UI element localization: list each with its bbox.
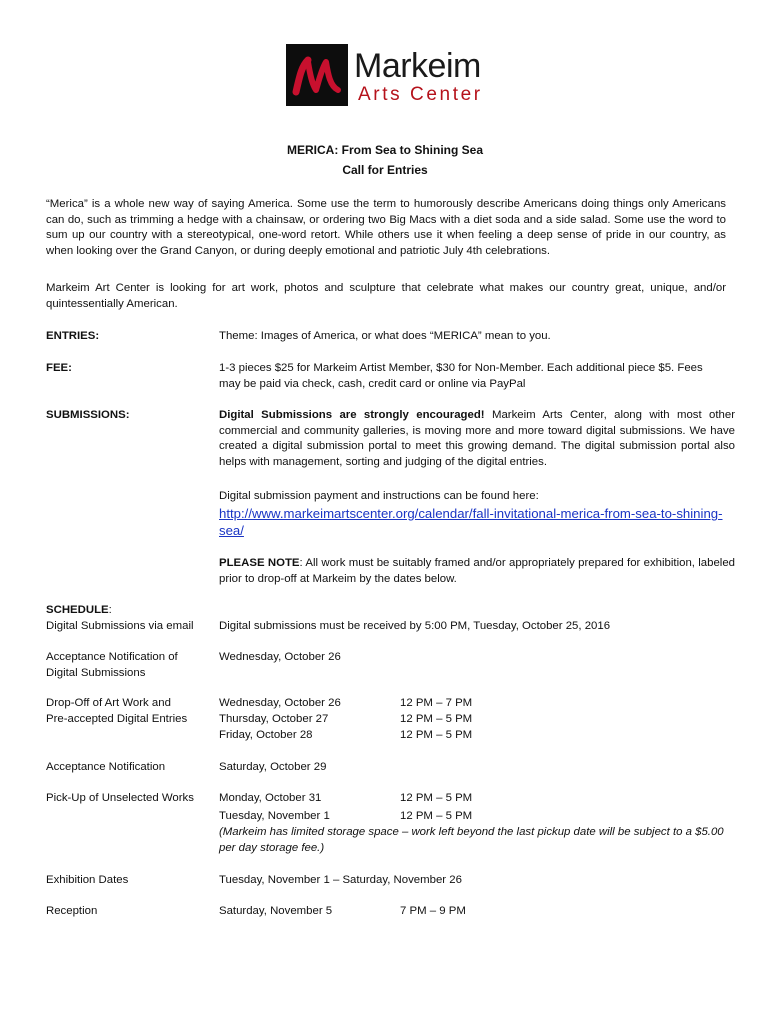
logo-subtitle: Arts Center: [358, 84, 483, 105]
intro-paragraph: “Merica” is a whole new way of saying America. Some use the term to humorously describe Americans doing things only Americans can do, such as trimming a hedge with a chainsaw, or ordering two Big Macs with a diet soda and a side salad. Some use the word to sum up our country with a stereotypical, one-word retort. While others use it when feeling a deep sense of pride in our country, as when looking over the Grand Canyon, or during deeply emotional and patriotic July 4th celebrations.: [46, 198, 726, 258]
acceptance-notification-label-2: Digital Submissions: [46, 667, 146, 679]
submissions-label: SUBMISSIONS:: [46, 409, 130, 421]
storage-fee-note: (Markeim has limited storage space – work left beyond the last pickup date will be subject to a $5.00 per day storage fee.): [219, 826, 724, 854]
intro-paragraph-2: Markeim Art Center is looking for art work, photos and sculpture that celebrate what makes our country great, unique, and/or quintessentially American.: [46, 282, 726, 310]
pickup-label: Pick-Up of Unselected Works: [46, 792, 194, 804]
markeim-logo: [286, 44, 496, 110]
please-note: [219, 556, 735, 587]
acceptance-notification-date: Wednesday, October 26: [219, 651, 341, 663]
submissions-bold-lead: Digital Submissions are strongly encouraged!: [219, 409, 485, 421]
schedule-colon: :: [108, 604, 112, 616]
pickup-date: Monday, October 31: [219, 792, 322, 804]
dropoff-label-2: Pre-accepted Digital Entries: [46, 713, 188, 725]
reception-date: Saturday, November 5: [219, 905, 333, 917]
payment-intro: Digital submission payment and instructions can be found here:: [219, 490, 539, 502]
markeim-logo-mark: [286, 44, 348, 106]
dropoff-date: Thursday, October 27: [219, 713, 329, 725]
digital-submissions-label: Digital Submissions via email: [46, 620, 194, 632]
submissions-text: [219, 408, 735, 471]
schedule-label: SCHEDULE: [46, 604, 109, 616]
please-note-text: : All work must be suitably framed and/or appropriately prepared for exhibition, labeled prior to drop-off at Markeim by the dates below.: [219, 557, 735, 585]
entries-label: ENTRIES:: [46, 330, 100, 342]
reception-label: Reception: [46, 905, 98, 917]
exhibition-dates-label: Exhibition Dates: [46, 874, 129, 886]
document-subtitle: Call for Entries: [342, 163, 428, 177]
entries-text: Theme: Images of America, or what does “MERICA” mean to you.: [219, 330, 551, 342]
pickup-date: Tuesday, November 1: [219, 810, 330, 822]
fee-line-1: 1-3 pieces $25 for Markeim Artist Member, $30 for Non-Member. Each additional piece $5. Fees: [219, 362, 703, 374]
pickup-time: 12 PM – 5 PM: [400, 810, 473, 822]
reception-time: 7 PM – 9 PM: [400, 905, 466, 917]
fee-line-2: may be paid via check, cash, credit card or online via PayPal: [219, 378, 526, 390]
digital-submissions-deadline: Digital submissions must be received by 5:00 PM, Tuesday, October 25, 2016: [219, 620, 611, 632]
acceptance-notification-2-label: Acceptance Notification: [46, 761, 166, 773]
logo-m-glyph: [286, 44, 348, 106]
acceptance-notification-2-date: Saturday, October 29: [219, 761, 327, 773]
exhibition-dates: Tuesday, November 1 – Saturday, November 26: [219, 874, 462, 886]
dropoff-time: 12 PM – 7 PM: [400, 697, 473, 709]
submission-link-continued[interactable]: sea/: [219, 523, 244, 538]
submission-link[interactable]: http://www.markeimartscenter.org/calendar/fall-invitational-merica-from-sea-to-shining-: [219, 506, 723, 521]
dropoff-time: 12 PM – 5 PM: [400, 713, 473, 725]
submissions-body: Markeim Arts Center, along with most other commercial and community galleries, is moving more and more toward digital submissions. We have created a digital submission portal to meet this growing demand. The digital submission portal also helps with management, sorting and judging of the digital entries.: [219, 409, 736, 469]
acceptance-notification-label: Acceptance Notification of: [46, 651, 178, 663]
schedule-heading: [46, 603, 216, 619]
dropoff-date: Friday, October 28: [219, 729, 313, 741]
fee-label: FEE:: [46, 362, 72, 374]
pickup-time: 12 PM – 5 PM: [400, 792, 473, 804]
document-title: MERICA: From Sea to Shining Sea: [286, 143, 484, 157]
dropoff-date: Wednesday, October 26: [219, 697, 341, 709]
please-note-label: PLEASE NOTE: [219, 557, 300, 569]
dropoff-label: Drop-Off of Art Work and: [46, 697, 171, 709]
dropoff-time: 12 PM – 5 PM: [400, 729, 473, 741]
logo-name: Markeim: [354, 47, 481, 85]
